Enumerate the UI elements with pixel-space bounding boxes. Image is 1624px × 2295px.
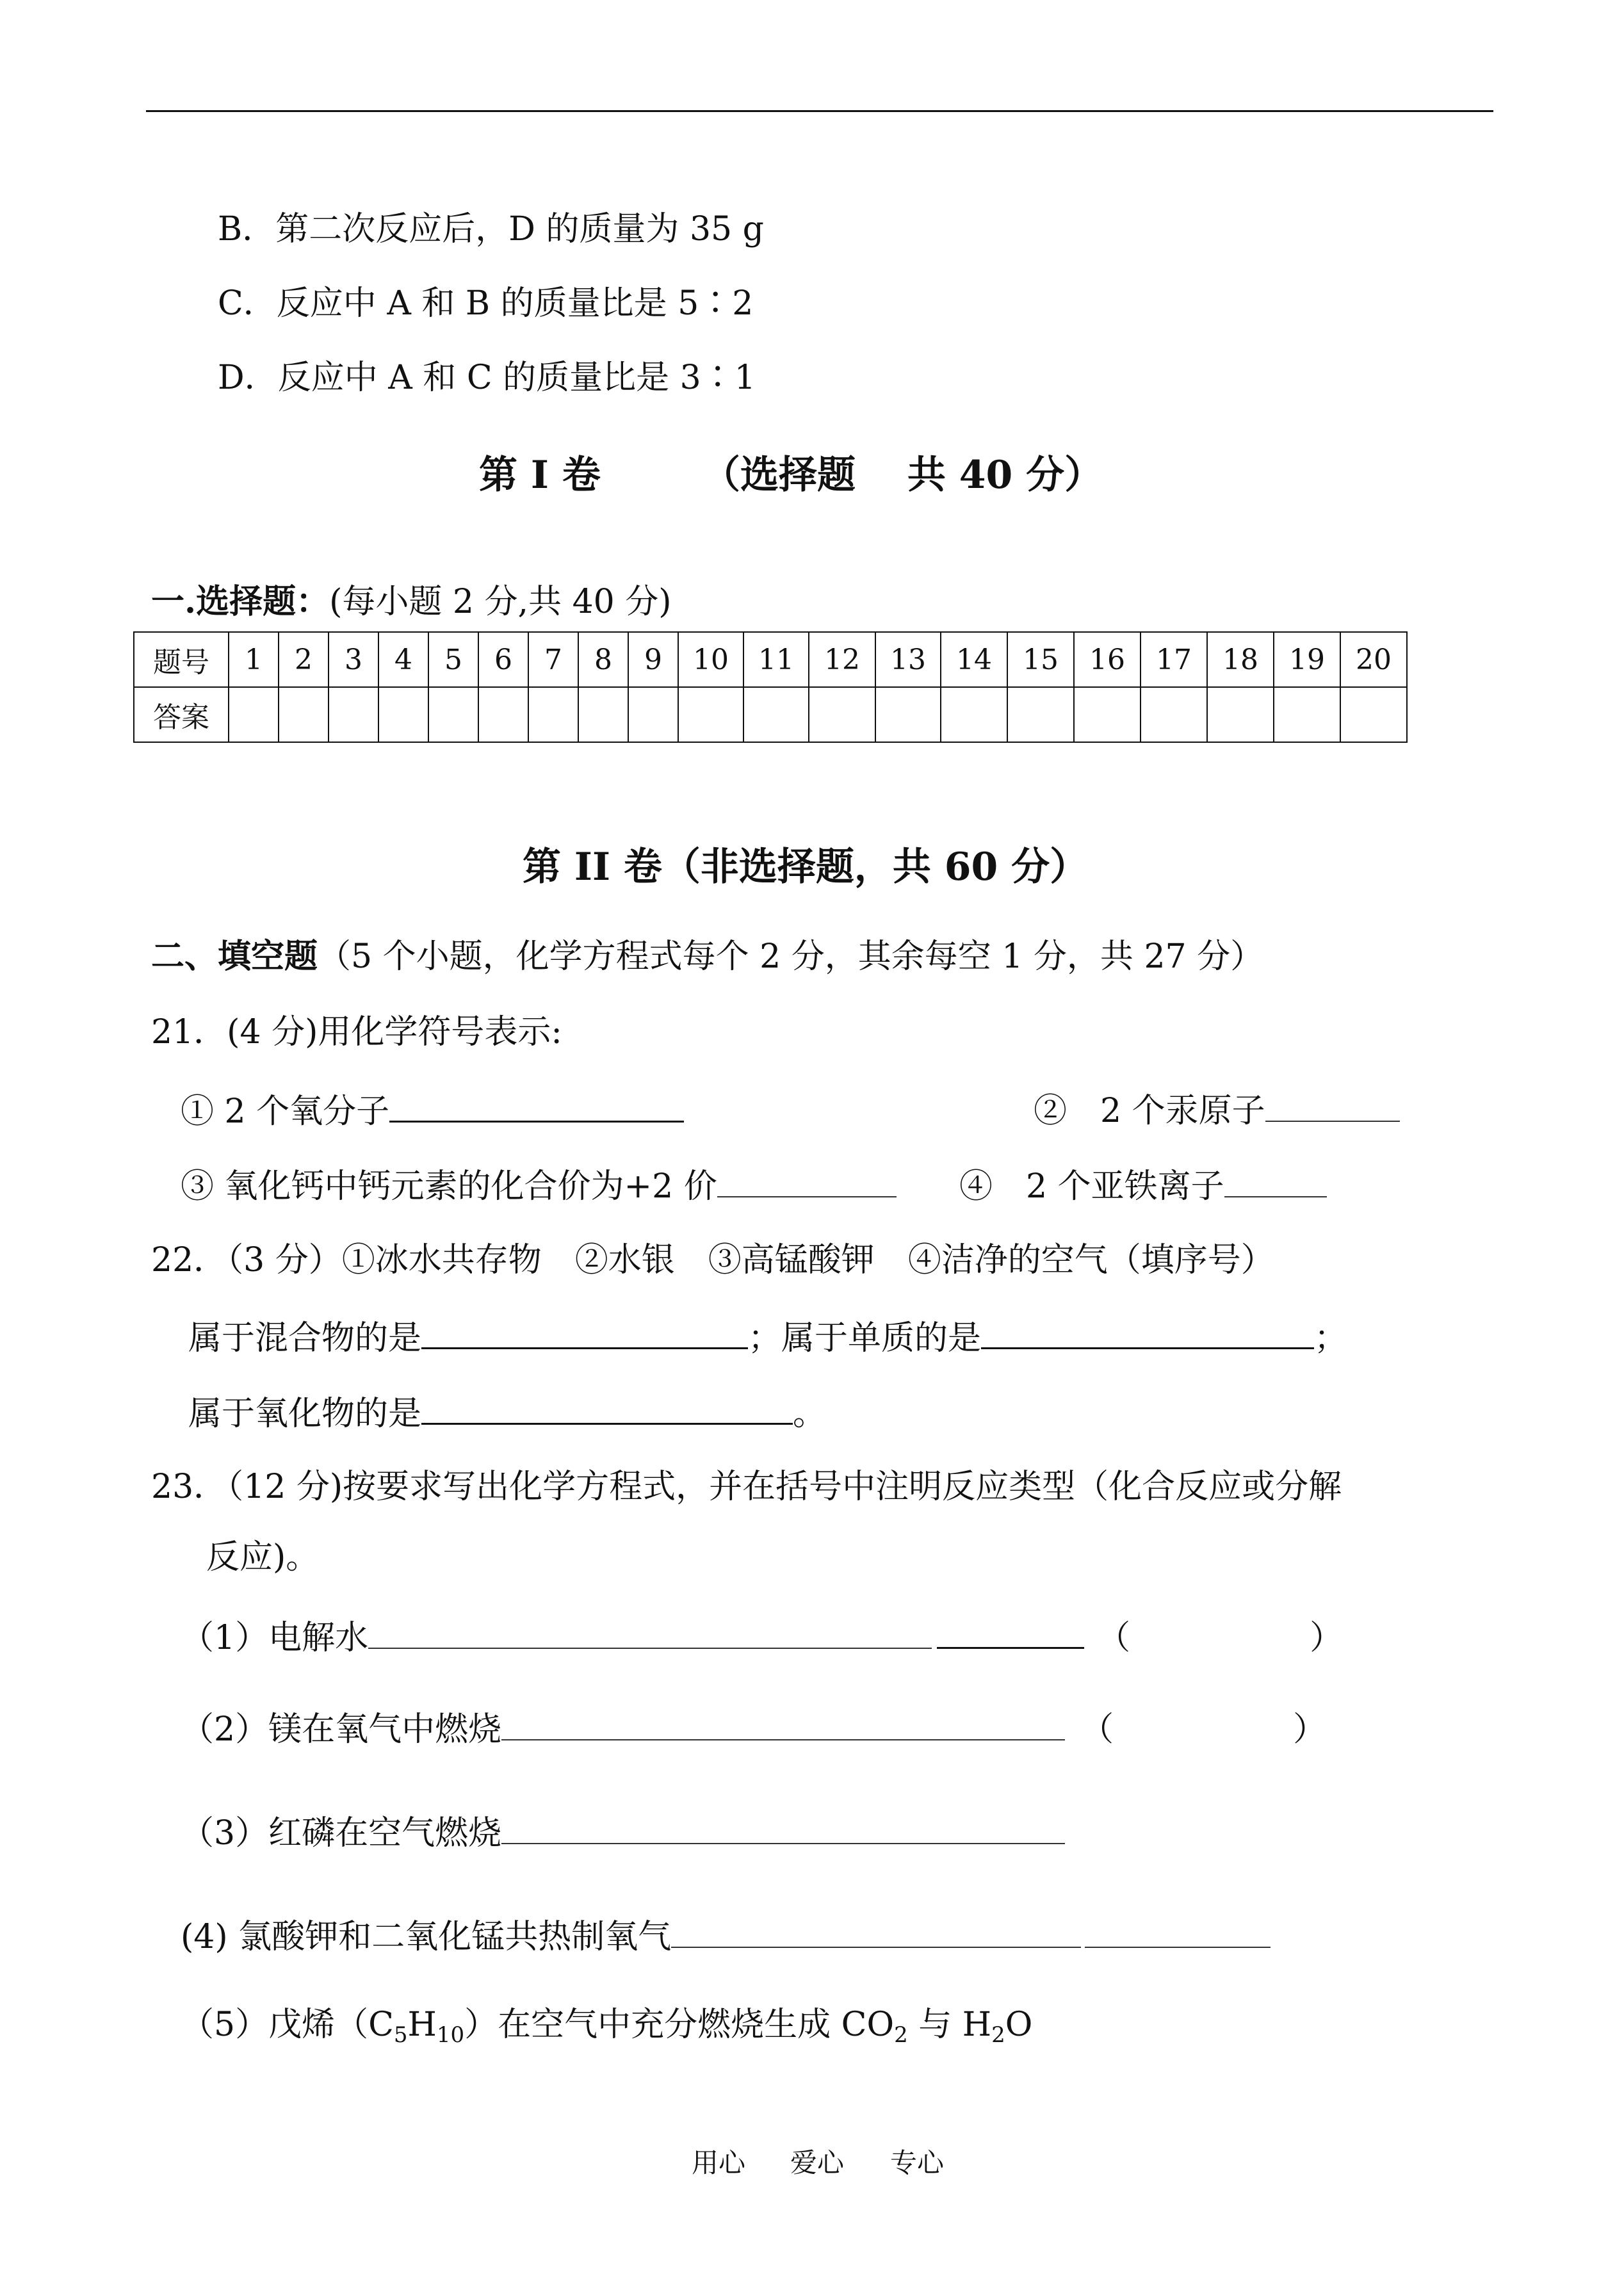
answer-cell[interactable] [428, 687, 478, 742]
answer-blank[interactable] [368, 1616, 932, 1649]
q22-oxide-end: 。 [793, 1395, 827, 1433]
question-number-cell: 13 [875, 632, 941, 687]
footer-1: 用心 [692, 2147, 746, 2178]
section1-heading-text: 一.选择题： [151, 582, 330, 621]
question-number-cell: 9 [628, 632, 678, 687]
option-d: D．反应中 A 和 C 的质量比是 3∶1 [218, 359, 756, 397]
q23-item-3-label: （3）红磷在空气燃烧 [181, 1814, 502, 1853]
paren-close: ） [1293, 1710, 1327, 1749]
answer-cell[interactable] [678, 687, 743, 742]
question-number-cell: 20 [1340, 632, 1407, 687]
question-number-cell: 6 [478, 632, 528, 687]
q21-item-2-label: ② 2 个汞原子 [1034, 1092, 1265, 1130]
q23-stem: 23．（12 分)按要求写出化学方程式，并在括号中注明反应类型（化合反应或分解 [151, 1468, 1342, 1506]
answer-cell[interactable] [1340, 687, 1407, 742]
answer-cell[interactable] [378, 687, 428, 742]
answer-blank[interactable] [501, 1811, 1065, 1844]
q23-item-5-h: H [407, 2006, 437, 2044]
q23-item-5-and: 与 H [907, 2006, 992, 2044]
q23-item-1-label: （1）电解水 [181, 1619, 369, 1657]
question-number-cell: 4 [378, 632, 428, 687]
q21-item-2 [1034, 1089, 1400, 1131]
answer-cell[interactable] [1007, 687, 1074, 742]
question-number-cell: 16 [1074, 632, 1141, 687]
answer-blank[interactable] [1265, 1089, 1400, 1122]
q23-item-2 [181, 1707, 1326, 1750]
q22-mixture-label: 属于混合物的是 [188, 1319, 422, 1358]
answer-blank[interactable] [671, 1915, 1081, 1948]
q23-item-4-label: (4) 氯酸钾和二氧化锰共热制氧气 [181, 1918, 672, 1956]
option-c: C．反应中 A 和 B 的质量比是 5∶2 [218, 284, 754, 323]
answer-cell[interactable] [1074, 687, 1141, 742]
subscript: 2 [991, 2022, 1005, 2048]
q22-oxide-label: 属于氧化物的是 [188, 1395, 422, 1433]
answer-table-row2-label: 答案 [134, 687, 229, 742]
q21-item-3-label: ③ 氧化钙中钙元素的化合价为+2 价 [181, 1167, 717, 1206]
question-number-cell: 15 [1007, 632, 1074, 687]
question-number-cell: 10 [678, 632, 743, 687]
q23-item-1 [181, 1615, 1343, 1658]
q21-item-3 [181, 1164, 897, 1207]
answer-blank[interactable] [421, 1391, 793, 1425]
q21-item-4 [959, 1164, 1327, 1207]
q21-stem: 21．(4 分)用化学符号表示: [151, 1013, 562, 1051]
q23-stem-2: 反应)。 [206, 1538, 320, 1577]
part1-subtitle: （选择题 共 40 分） [702, 453, 1103, 498]
q21-item-1 [181, 1089, 684, 1132]
answer-blank[interactable] [389, 1089, 684, 1123]
answer-blank[interactable] [717, 1164, 897, 1197]
answer-cell[interactable] [1274, 687, 1340, 742]
q23-item-3 [181, 1811, 1065, 1854]
q22-element-label: ；属于单质的是 [748, 1319, 982, 1358]
subscript: 2 [894, 2022, 908, 2048]
q21-item-1-label: ① 2 个氧分子 [181, 1092, 390, 1131]
question-number-cell: 11 [743, 632, 809, 687]
answer-cell[interactable] [279, 687, 329, 742]
subscript: 10 [436, 2022, 465, 2048]
section2-note: （5 个小题，化学方程式每个 2 分，其余每空 1 分，共 27 分） [318, 937, 1264, 976]
part2-title: 第 II 卷（非选择题，共 60 分） [523, 845, 1089, 889]
answer-table-row1-label: 题号 [134, 632, 229, 687]
answer-cell[interactable] [809, 687, 875, 742]
question-number-cell: 18 [1207, 632, 1274, 687]
q23-item-5-mid: ）在空气中充分燃烧生成 CO [464, 2006, 895, 2044]
answer-blank[interactable] [1085, 1915, 1271, 1948]
q22-line-1 [188, 1315, 1347, 1359]
answer-cell[interactable] [1207, 687, 1274, 742]
q23-item-5 [181, 2004, 1032, 2056]
answer-blank[interactable] [1224, 1164, 1327, 1197]
header-rule [146, 110, 1493, 112]
answer-cell[interactable] [941, 687, 1007, 742]
answer-table-answer-row [134, 687, 1407, 742]
question-number-cell: 19 [1274, 632, 1340, 687]
paren-close: ） [1310, 1619, 1344, 1657]
subscript: 5 [393, 2022, 408, 2048]
question-number-cell: 3 [329, 632, 378, 687]
q23-item-5-end: O [1005, 2006, 1033, 2044]
question-number-cell: 2 [279, 632, 329, 687]
answer-cell[interactable] [743, 687, 809, 742]
answer-cell[interactable] [875, 687, 941, 742]
paren-open: （ [1080, 1710, 1114, 1749]
answer-table [133, 631, 1408, 743]
question-number-cell: 12 [809, 632, 875, 687]
answer-cell[interactable] [329, 687, 378, 742]
answer-cell[interactable] [628, 687, 678, 742]
question-number-cell: 8 [578, 632, 628, 687]
answer-cell[interactable] [578, 687, 628, 742]
section2-heading-text: 二、填空题 [151, 937, 318, 976]
answer-cell[interactable] [478, 687, 528, 742]
q21-item-4-label: ④ 2 个亚铁离子 [959, 1167, 1224, 1206]
option-b: B．第二次反应后，D 的质量为 35 g [218, 210, 764, 248]
answer-cell[interactable] [1141, 687, 1207, 742]
footer-3: 专心 [890, 2147, 945, 2178]
section2-heading [151, 936, 1263, 977]
answer-table-number-row [134, 632, 1407, 687]
q22-element-end: ； [1314, 1319, 1348, 1358]
q23-item-2-label: （2）镁在氧气中燃烧 [181, 1710, 502, 1749]
paren-open: （ [1097, 1619, 1131, 1657]
answer-blank[interactable] [501, 1707, 1065, 1740]
question-number-cell: 5 [428, 632, 478, 687]
q23-item-5-pre: （5）戊烯（C [181, 2006, 394, 2044]
question-number-cell: 14 [941, 632, 1007, 687]
q23-item-4 [181, 1915, 1271, 1958]
question-number-cell: 7 [528, 632, 578, 687]
question-number-cell: 17 [1141, 632, 1207, 687]
answer-cell[interactable] [229, 687, 279, 742]
section1-note: (每小题 2 分,共 40 分) [329, 583, 672, 621]
q22-line-2 [188, 1391, 826, 1434]
answer-cell[interactable] [528, 687, 578, 742]
answer-blank[interactable] [421, 1315, 748, 1349]
q22-stem: 22．（3 分）①冰水共存物 ②水银 ③高锰酸钾 ④洁净的空气（填序号） [151, 1241, 1274, 1279]
question-number-cell: 1 [229, 632, 279, 687]
section1-heading [151, 581, 672, 622]
footer-2: 爱心 [790, 2147, 845, 2178]
answer-blank[interactable] [981, 1315, 1314, 1349]
part1-title: 第 I 卷 [479, 453, 601, 498]
answer-blank[interactable] [937, 1615, 1084, 1649]
